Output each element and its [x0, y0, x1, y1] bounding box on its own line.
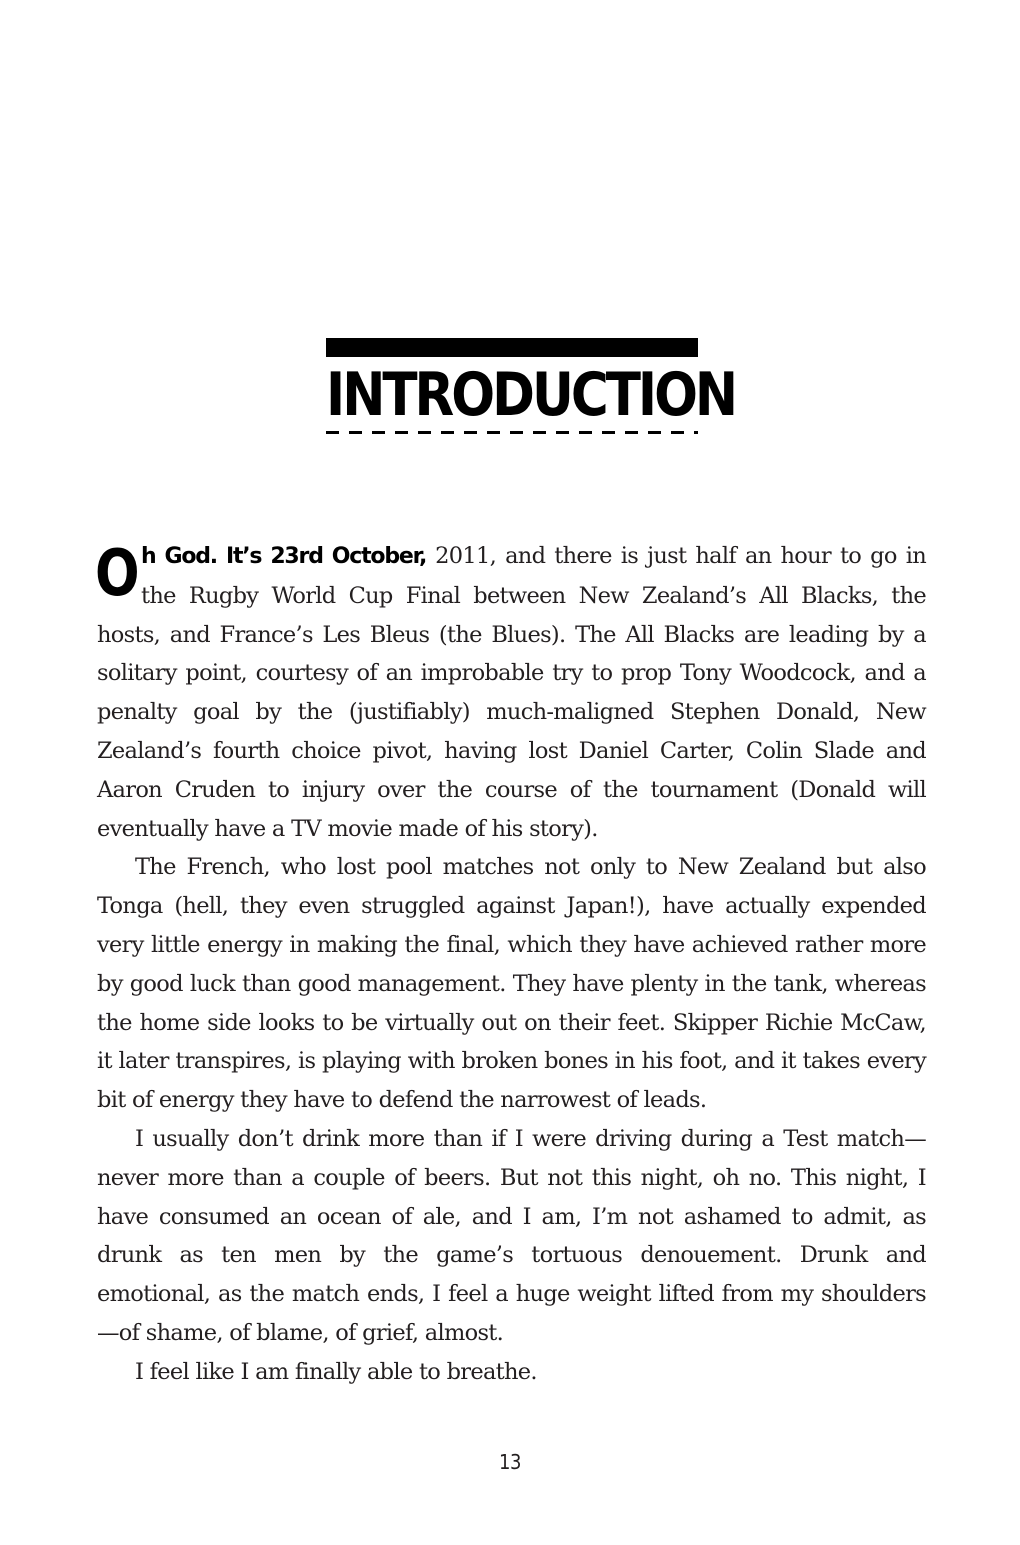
- paragraph-1: [97, 537, 926, 848]
- page-number: 13: [499, 1450, 521, 1474]
- drop-cap: O: [95, 537, 140, 611]
- paragraph-1-text: 2011, and there is just half an hour to go in the Rugby World Cup Final between New Zealand’s All Blacks, the hosts, and France’s Les Bleus (the Blues). The All Blacks are leading by a solitary point, courtesy of an improbable try to prop Tony Woodcock, and a penalty goal by the (justifiably) much-maligned Stephen Donald, New Zealand’s fourth choice pivot, having lost Daniel Carter, Colin Slade and Aaron Cruden to injury over the course of the tournament (Donald will eventually have a TV movie made of his story).: [97, 543, 926, 842]
- chapter-title: INTRODUCTION: [326, 360, 736, 430]
- paragraph-4: I feel like I am finally able to breathe.: [135, 1358, 537, 1385]
- heading-dashed-rule: [326, 431, 698, 434]
- chapter-body: [97, 537, 926, 1392]
- chapter-heading: [326, 338, 736, 434]
- heading-top-bar: [326, 338, 698, 357]
- paragraph-3: I usually don’t drink more than if I were driving during a Test match—never more than a couple of beers. But not this night, oh no. This night, I have consumed an ocean of ale, and I am, I’m not ashamed to admit, as drunk as ten men by the game’s tortuous denouement. Drunk and emotional, as the match ends, I feel a huge weight lifted from my shoulders—of shame, of blame, of grief, almost.: [97, 1125, 926, 1346]
- lead-in: h God. It’s 23rd October,: [141, 544, 427, 569]
- paragraph-2: The French, who lost pool matches not only to New Zealand but also Tonga (hell, they even struggled against Japan!), have actually expended very little energy in making the final, which they have achieved rather more by good luck than good management. They have plenty in the tank, whereas the home side looks to be virtually out on their feet. Skipper Richie McCaw, it later transpires, is playing with broken bones in his foot, and it takes every bit of energy they have to defend the narrowest of leads.: [97, 854, 926, 1114]
